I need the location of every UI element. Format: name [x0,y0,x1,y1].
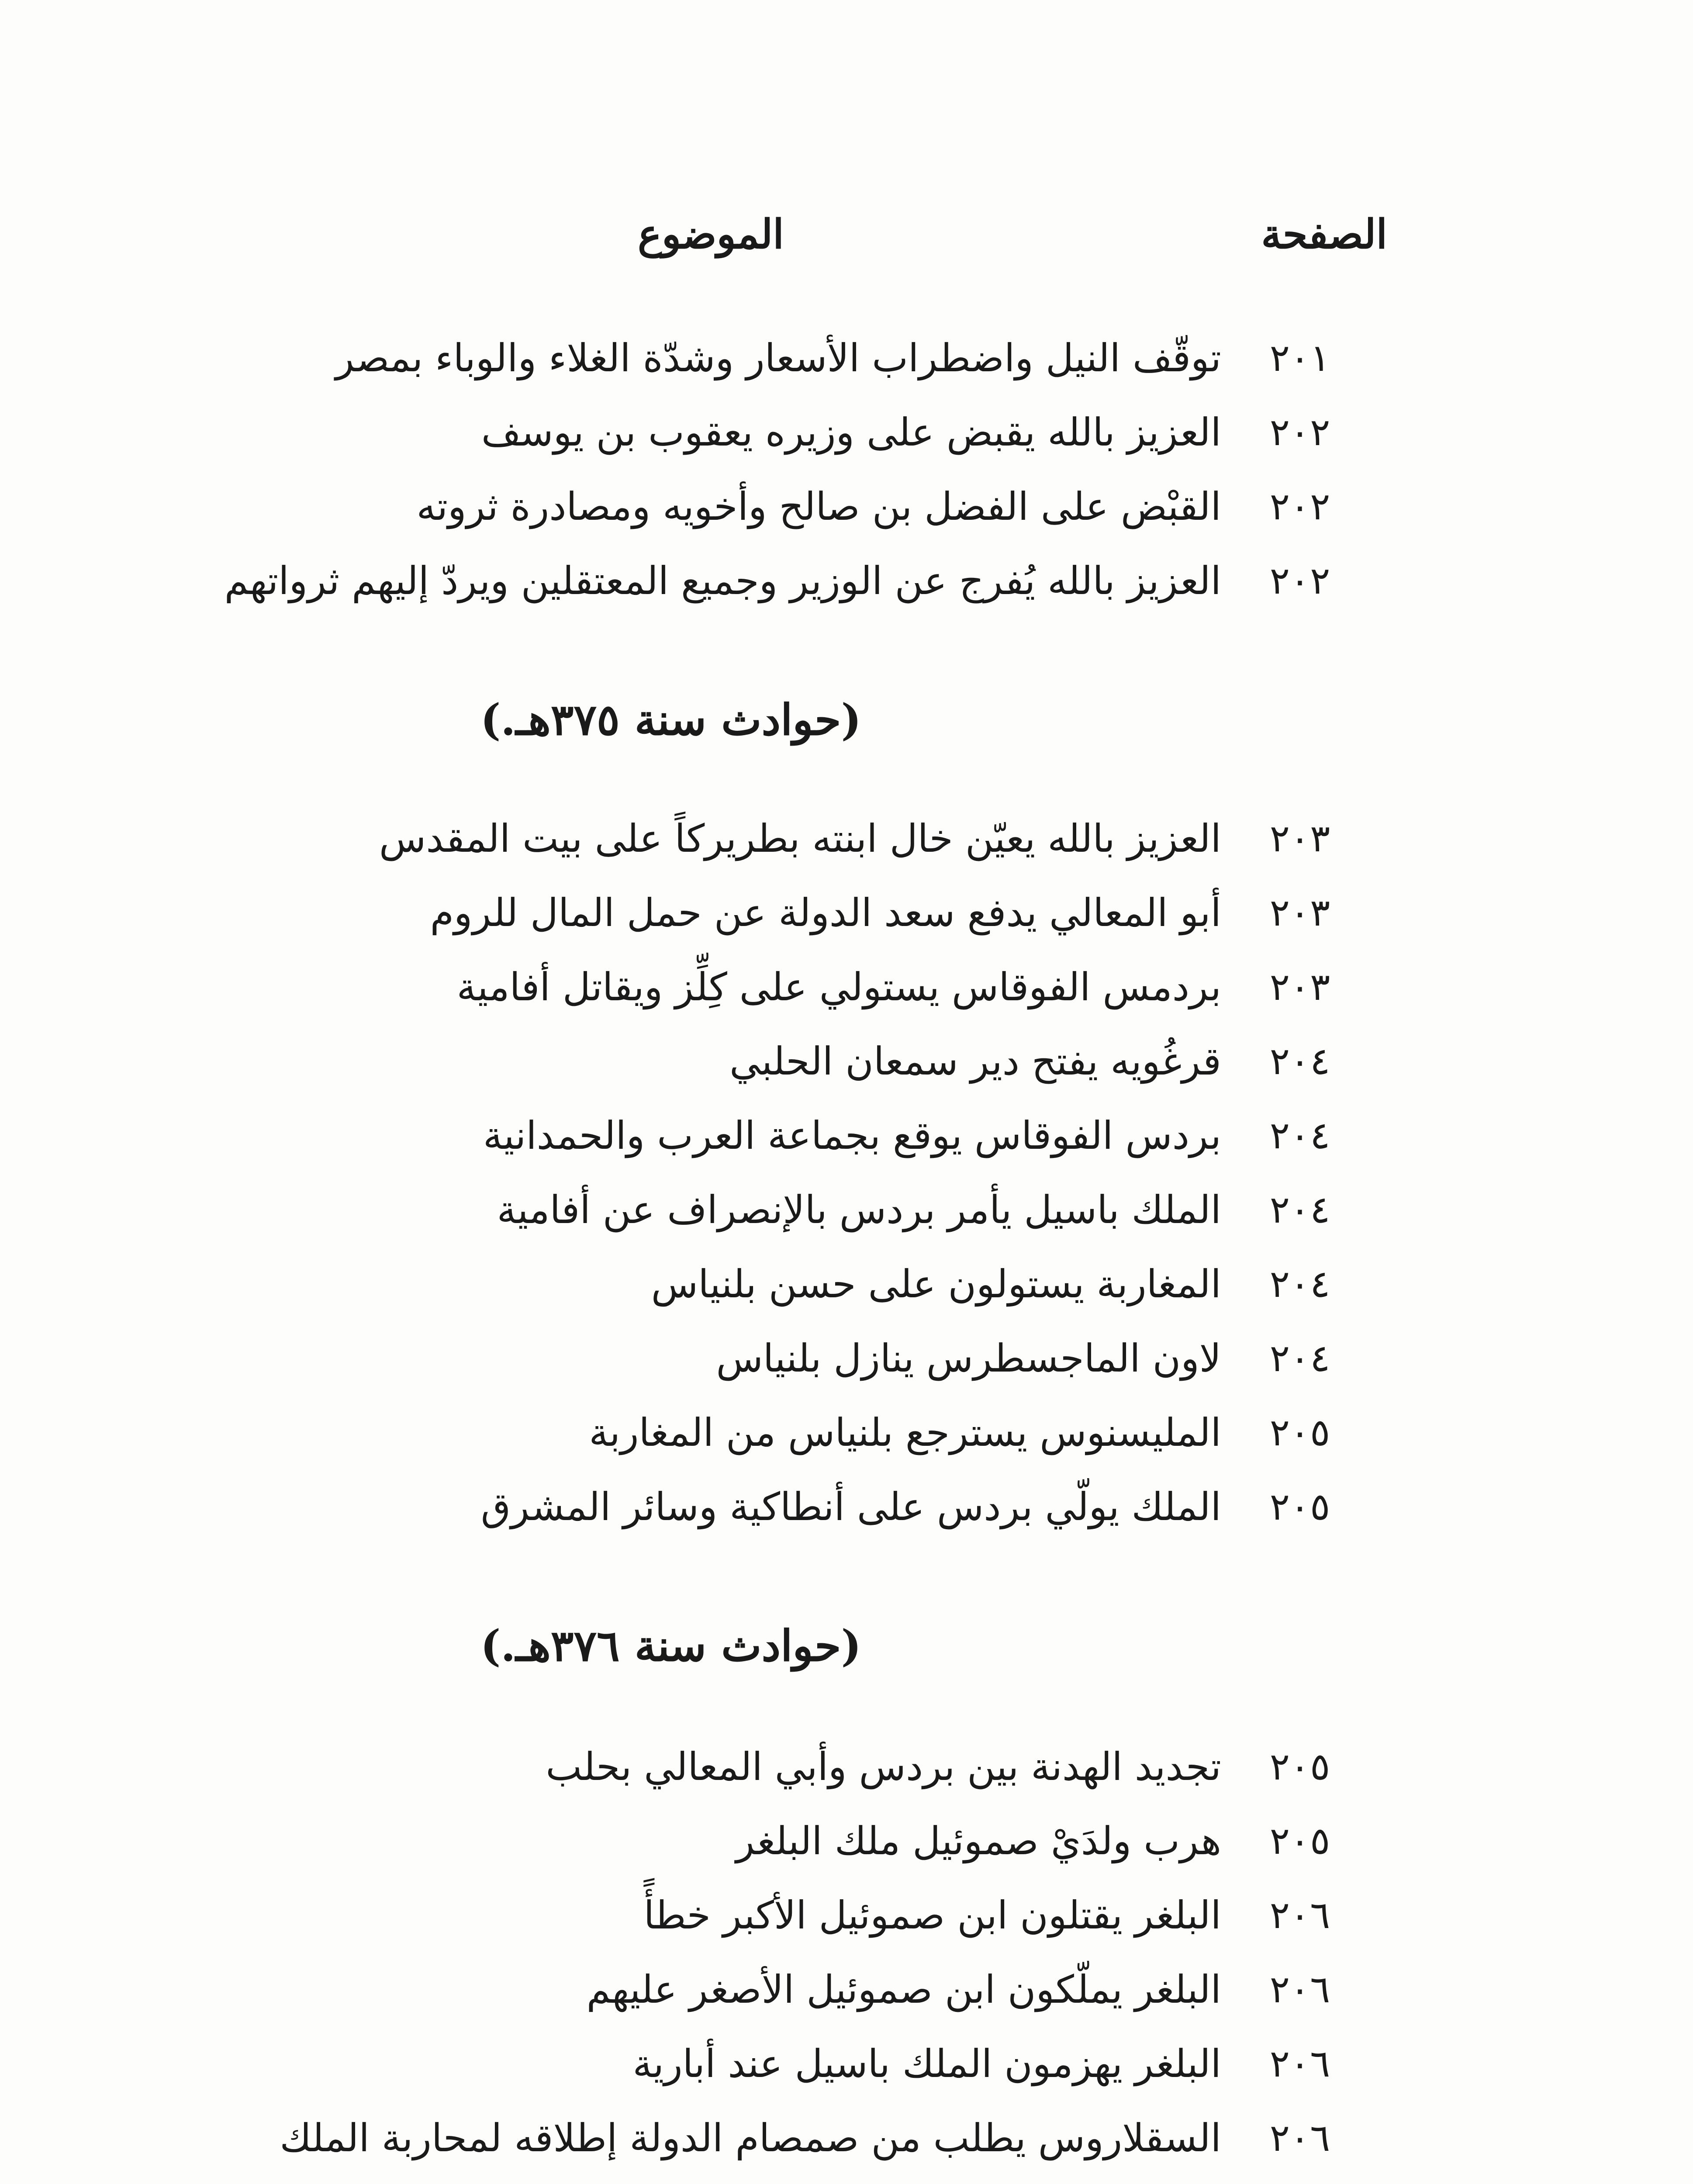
entry-page-number: ٢٠٢ [1269,559,1330,603]
entry-page-number: ٢٠٣ [1269,891,1330,935]
toc-entry [651,1247,1352,1321]
header-topic-label: الموضوع [638,211,784,258]
entry-title: الملك يولّي بردس على أنطاكية وسائر المشرق [480,1484,1221,1529]
entry-page-number: ٢٠٤ [1269,1262,1330,1306]
toc-entry [644,1878,1352,1952]
toc-entry [481,1470,1352,1544]
toc-entry [589,1396,1352,1470]
entry-title: العزيز بالله يعيّن خال ابنته بطريركاً على بيت المقدس [379,816,1221,861]
entry-page-number: ٢٠٦ [1269,2116,1330,2160]
entry-page-number: ٢٠٥ [1269,1411,1330,1455]
entry-title: بردمس الفوقاس يستولي على كِلِّز ويقاتل أفامية [456,964,1221,1009]
entry-page-number: ٢٠٤ [1269,1040,1330,1083]
entry-page-number: ٢٠٦ [1269,2042,1330,2086]
entry-page-number: ٢٠٥ [1269,1819,1330,1863]
entry-title: لاون الماجسطرس ينازل بلنياس [716,1336,1221,1381]
entry-title: البلغر يقتلون ابن صموئيل الأكبر خطأً [643,1893,1221,1938]
entry-page-number: ٢٠٣ [1269,965,1330,1009]
entry-title: بردس الفوقاس يوقع بجماعة العرب والحمدانية [483,1113,1221,1158]
header-page-label: الصفحة [1261,211,1387,258]
entry-title: البلغر يملّكون ابن صموئيل الأصغر عليهم [586,1967,1221,2012]
toc-entry [430,876,1352,950]
entry-title: هرب ولدَيْ صموئيل ملك البلغر [736,1818,1221,1863]
entry-page-number: ٢٠٢ [1269,411,1330,454]
entry-page-number: ٢٠٤ [1269,1114,1330,1158]
entry-title: توقّف النيل واضطراب الأسعار وشدّة الغلاء والوباء بمصر [335,335,1221,380]
entry-title: القبْض على الفضل بن صالح وأخويه ومصادرة ثروته [416,484,1221,529]
entry-title: أبو المعالي يدفع سعد الدولة عن حمل المال للروم [430,890,1221,935]
toc-entry [729,1024,1352,1099]
toc-entry [457,950,1352,1024]
toc-entry [280,2101,1352,2175]
entry-title: قرغُويه يفتح دير سمعان الحلبي [729,1039,1221,1084]
toc-entry [587,1952,1352,2027]
entry-page-number: ٢٠٤ [1269,1188,1330,1232]
entry-title: السقلاروس يطلب من صمصام الدولة إطلاقه لمحاربة الملك [280,2115,1221,2160]
toc-entry [416,470,1352,544]
section-title-year-376: (حوادث سنة ٣٧٦هـ.) [480,1621,861,1671]
toc-entry [497,1173,1352,1247]
toc-entry [483,1099,1352,1173]
entry-page-number: ٢٠٤ [1269,1337,1330,1380]
section-title-year-375: (حوادث سنة ٣٧٥هـ.) [480,695,861,745]
entry-page-number: ٢٠٥ [1269,1745,1330,1789]
toc-entry [481,395,1352,470]
toc-entry [633,2027,1353,2101]
entry-title: العزيز بالله يُفرج عن الوزير وجميع المعتقلين ويردّ إليهم ثرواتهم [224,558,1221,603]
entry-title: المغاربة يستولون على حسن بلنياس [651,1261,1221,1306]
entry-title: المليسنوس يسترجع بلنياس من المغاربة [589,1410,1221,1455]
entry-page-number: ٢٠٢ [1269,485,1330,529]
toc-entry [225,544,1352,618]
entry-page-number: ٢٠٥ [1269,1485,1330,1529]
toc-entry [736,1804,1352,1878]
entry-title: البلغر يهزمون الملك باسيل عند أبارية [632,2041,1221,2086]
entry-title: العزيز بالله يقبض على وزيره يعقوب بن يوسف [481,410,1221,455]
entry-page-number: ٢٠٦ [1269,1968,1330,2011]
entry-page-number: ٢٠١ [1269,336,1330,380]
entry-title: الملك باسيل يأمر بردس بالإنصراف عن أفامية [497,1187,1221,1232]
toc-entry [335,321,1352,395]
toc-entry [546,1730,1352,1804]
entry-title: تجديد الهدنة بين بردس وأبي المعالي بحلب [546,1744,1221,1789]
toc-entry [379,802,1352,876]
entry-page-number: ٢٠٣ [1269,817,1330,860]
toc-entry [716,1321,1352,1396]
entry-page-number: ٢٠٦ [1269,1894,1330,1937]
